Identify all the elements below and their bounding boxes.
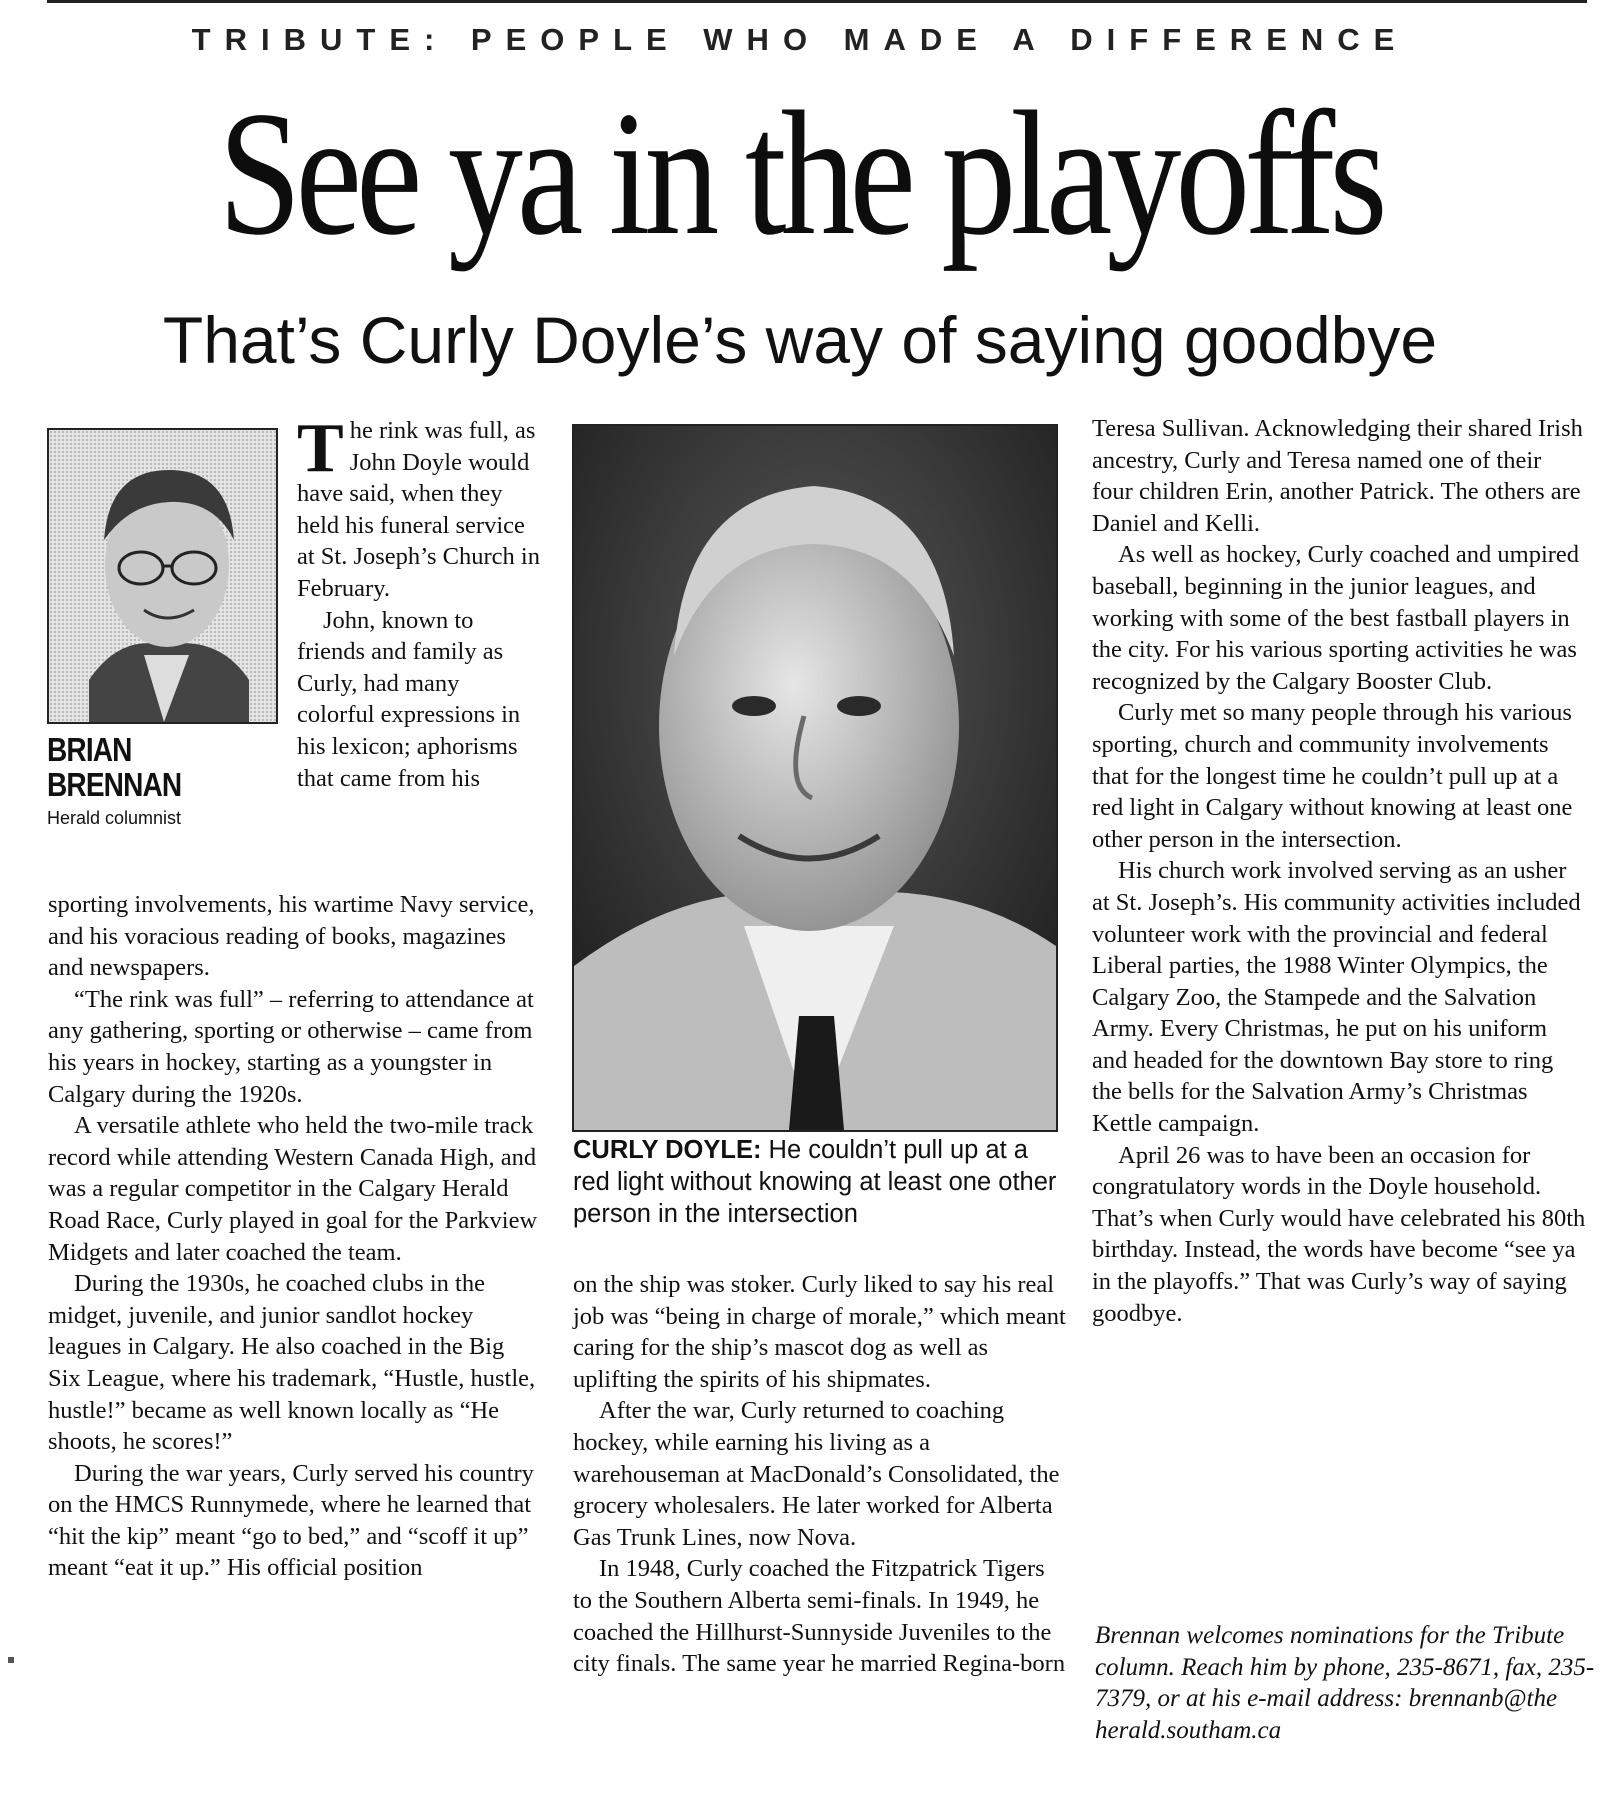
paragraph: After the war, Curly returned to coaching hockey, while earning his living as a warehouseman at MacDonald’s Consolidated, the grocery wholesalers. He later worked for Alberta Gas Trunk Lines, now Nova. bbox=[573, 1397, 1060, 1551]
paragraph: “The rink was full” – referring to attendance at any gathering, sporting or otherwise – came from his years in hockey, starting as a youngster in Calgary during the 1920s. bbox=[48, 985, 534, 1108]
subheadline: That’s Curly Doyle’s way of saying goodbye bbox=[162, 303, 1438, 377]
article-column-2 bbox=[573, 1269, 1068, 1680]
contact-note: Brennan welcomes nominations for the Tribute column. Reach him by phone, 235-8671, fax, 235-7379, or at his e-mail address: brennanb@the herald.southam.ca bbox=[1095, 1622, 1595, 1744]
top-rule bbox=[47, 0, 1587, 3]
paragraph: As well as hockey, Curly coached and umpired baseball, beginning in the junior leagues, and working with some of the best fastball players in the city. For his various sporting activities he was recognized by the Calgary Booster Club. bbox=[1092, 541, 1580, 695]
photo-caption bbox=[573, 1134, 1068, 1230]
columnist-last-name: BRENNAN bbox=[47, 766, 182, 803]
columnist-headshot bbox=[47, 428, 278, 724]
paragraph: Curly met so many people through his various sporting, church and community involvements that for the longest time he couldn’t pull up at a red light in Calgary without knowing at least one other person in the intersection. bbox=[1092, 699, 1573, 853]
lead-text: he rink was full, as John Doyle would have said, when they held his funeral service at St. Joseph’s Church in February. bbox=[297, 417, 540, 602]
paragraph: John, known to friends and family as Curly, had many colorful expressions in his lexicon; aphorisms that came from his bbox=[297, 606, 521, 792]
columnist-name bbox=[47, 732, 243, 802]
curly-doyle-photo bbox=[572, 424, 1058, 1132]
paragraph: During the war years, Curly served his country on the HMCS Runnymede, where he learned that “hit the kip” meant “go to bed,” and “scoff it up” meant “eat it up.” His official position bbox=[48, 1459, 534, 1582]
portrait-illustration bbox=[574, 426, 1056, 1130]
caption-text: He couldn’t pull up at a red light without knowing at least one other person in the intersection bbox=[573, 1136, 1057, 1228]
section-kicker: TRIBUTE: PEOPLE WHO MADE A DIFFERENCE bbox=[191, 22, 1409, 57]
paragraph: Teresa Sullivan. Acknowledging their shared Irish ancestry, Curly and Teresa named one of their four children Erin, another Patrick. The others are Daniel and Kelli. bbox=[1092, 415, 1583, 537]
columnist-portrait-illustration bbox=[49, 430, 276, 722]
paragraph: on the ship was stoker. Curly liked to say his real job was “being in charge of morale,” which meant caring for the ship’s mascot dog as well as uplifting the spirits of his shipmates. bbox=[573, 1271, 1066, 1393]
paragraph: April 26 was to have been an occasion for congratulatory words in the Doyle household. That’s when Curly would have celebrated his 80th birthday. Instead, the words have become “see ya in the playoffs.” That was Curly’s way of saying goodbye. bbox=[1092, 1141, 1586, 1327]
article-column-1-top bbox=[297, 410, 542, 794]
caption-name: CURLY DOYLE: bbox=[573, 1136, 762, 1164]
paragraph: His church work involved serving as an usher at St. Joseph’s. His community activities included volunteer work with the provincial and federal Liberal parties, the 1988 Winter Olympics, the Calgary Zoo, the Stampede and the Salvation Army. Every Christmas, he put on his uniform and headed for the downtown Bay store to ring the bells for the Salvation Army’s Christmas Kettle campaign. bbox=[1092, 857, 1581, 1138]
paragraph: During the 1930s, he coached clubs in the midget, juvenile, and junior sandlot hockey leagues in Calgary. He also coached in the Big Six League, where his trademark, “Hustle, hustle, hustle!” became as well known locally as “He shoots, he scores!” bbox=[48, 1270, 536, 1456]
paragraph: A versatile athlete who held the two-mile track record while attending Western Canada High, and was a regular competitor in the Calgary Herald Road Race, Curly played in goal for the Parkview Midgets and later coached the team. bbox=[48, 1112, 538, 1266]
lead-paragraph bbox=[297, 410, 542, 605]
columnist-role: Herald columnist bbox=[47, 808, 182, 828]
paragraph: In 1948, Curly coached the Fitzpatrick Tigers to the Southern Alberta semi-finals. In 1949, he coached the Hillhurst-Sunnyside Juveniles to the city finals. The same year he married Regina-born bbox=[573, 1555, 1066, 1678]
columnist-first-name: BRIAN bbox=[47, 731, 132, 768]
drop-cap: T bbox=[297, 410, 344, 487]
article-column-3 bbox=[1092, 413, 1586, 1329]
headline: See ya in the playoffs bbox=[218, 74, 1382, 272]
scan-speck bbox=[8, 1657, 14, 1663]
article-column-1-bottom bbox=[48, 889, 542, 1584]
paragraph: sporting involvements, his wartime Navy service, and his voracious reading of books, magazines and newspapers. bbox=[48, 891, 535, 982]
